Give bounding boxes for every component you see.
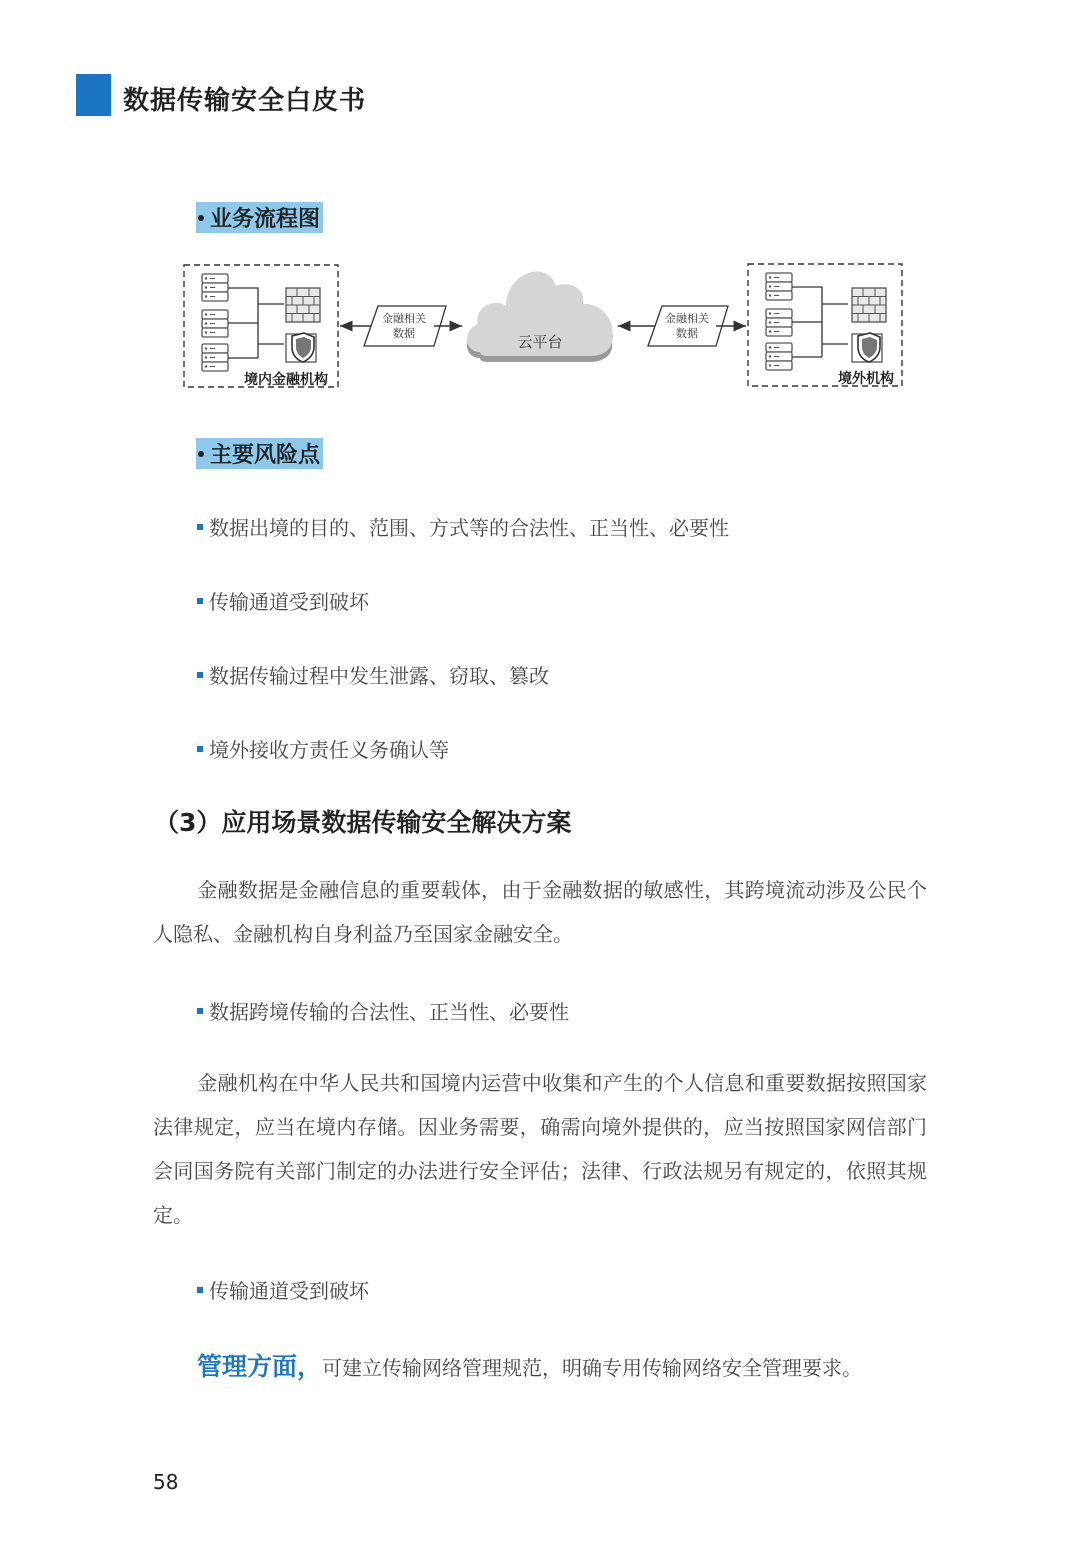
risk-item-text: 数据出境的目的、范围、方式等的合法性、正当性、必要性	[209, 516, 729, 540]
risk-item	[197, 660, 549, 689]
solution-bullet-text: 数据跨境传输的合法性、正当性、必要性	[209, 1000, 569, 1024]
risk-item-text: 数据传输过程中发生泄露、窃取、篡改	[209, 664, 549, 688]
domestic-institution-label: 境内金融机构	[244, 372, 328, 388]
bullet-dot-icon	[198, 451, 204, 457]
cloud-platform-label: 云平台	[517, 333, 563, 351]
firewall-icon	[852, 288, 886, 322]
risk-item	[197, 734, 449, 763]
square-bullet-icon	[197, 672, 203, 678]
flow-heading-text: 业务流程图	[210, 207, 321, 232]
square-bullet-icon	[197, 524, 203, 530]
square-bullet-icon	[197, 598, 203, 604]
intro-paragraph	[153, 868, 927, 956]
management-text: 可建立传输网络管理规范，明确专用传输网络安全管理要求。	[322, 1356, 863, 1380]
solution-bullet-text: 传输通道受到破坏	[209, 1279, 369, 1303]
solution-bullet	[197, 1275, 369, 1304]
management-emphasis: 管理方面，	[197, 1352, 323, 1381]
business-flow-diagram	[180, 258, 908, 394]
document-title: 数据传输安全白皮书	[123, 86, 367, 116]
shield-icon	[852, 333, 882, 362]
risk-item	[197, 586, 369, 615]
firewall-icon	[286, 288, 320, 322]
parallelogram-left-line1: 金融相关	[382, 312, 426, 325]
server-icon	[766, 273, 792, 300]
server-icon	[202, 344, 228, 371]
square-bullet-icon	[197, 1008, 203, 1014]
square-bullet-icon	[197, 746, 203, 752]
legal-text: 金融机构在中华人民共和国境内运营中收集和产生的个人信息和重要数据按照国家法律规定，应当在境内存储。因业务需要，确需向境外提供的，应当按照国家网信部门会同国务院有关部门制定的办法进行安全评估；法律、行政法规另有规定的，依照其规定。	[153, 1071, 927, 1227]
parallelogram-left-line2: 数据	[393, 327, 415, 340]
legal-paragraph	[153, 1061, 927, 1237]
parallelogram-right-line2: 数据	[676, 327, 698, 340]
risk-heading-text: 主要风险点	[210, 443, 321, 468]
server-icon	[766, 343, 792, 370]
solution-bullet	[197, 996, 569, 1025]
server-icon	[202, 310, 228, 337]
page-number: 58	[153, 1470, 179, 1494]
parallelogram-right-line1: 金融相关	[665, 312, 709, 325]
management-line	[197, 1347, 862, 1383]
square-bullet-icon	[197, 1287, 203, 1293]
solution-heading: （3）应用场景数据传输安全解决方案	[154, 808, 572, 837]
bullet-dot-icon	[198, 215, 204, 221]
shield-icon	[286, 333, 316, 362]
risk-item-text: 传输通道受到破坏	[209, 590, 369, 614]
flow-section-heading	[196, 202, 323, 233]
server-icon	[202, 274, 228, 301]
overseas-institution-label: 境外机构	[838, 371, 894, 387]
header-accent-block	[76, 74, 111, 116]
server-icon	[766, 309, 792, 336]
risk-section-heading	[196, 438, 323, 469]
intro-text: 金融数据是金融信息的重要载体，由于金融数据的敏感性，其跨境流动涉及公民个人隐私、金融机构自身利益乃至国家金融安全。	[153, 878, 927, 946]
risk-item	[197, 512, 729, 541]
risk-item-text: 境外接收方责任义务确认等	[209, 738, 449, 762]
